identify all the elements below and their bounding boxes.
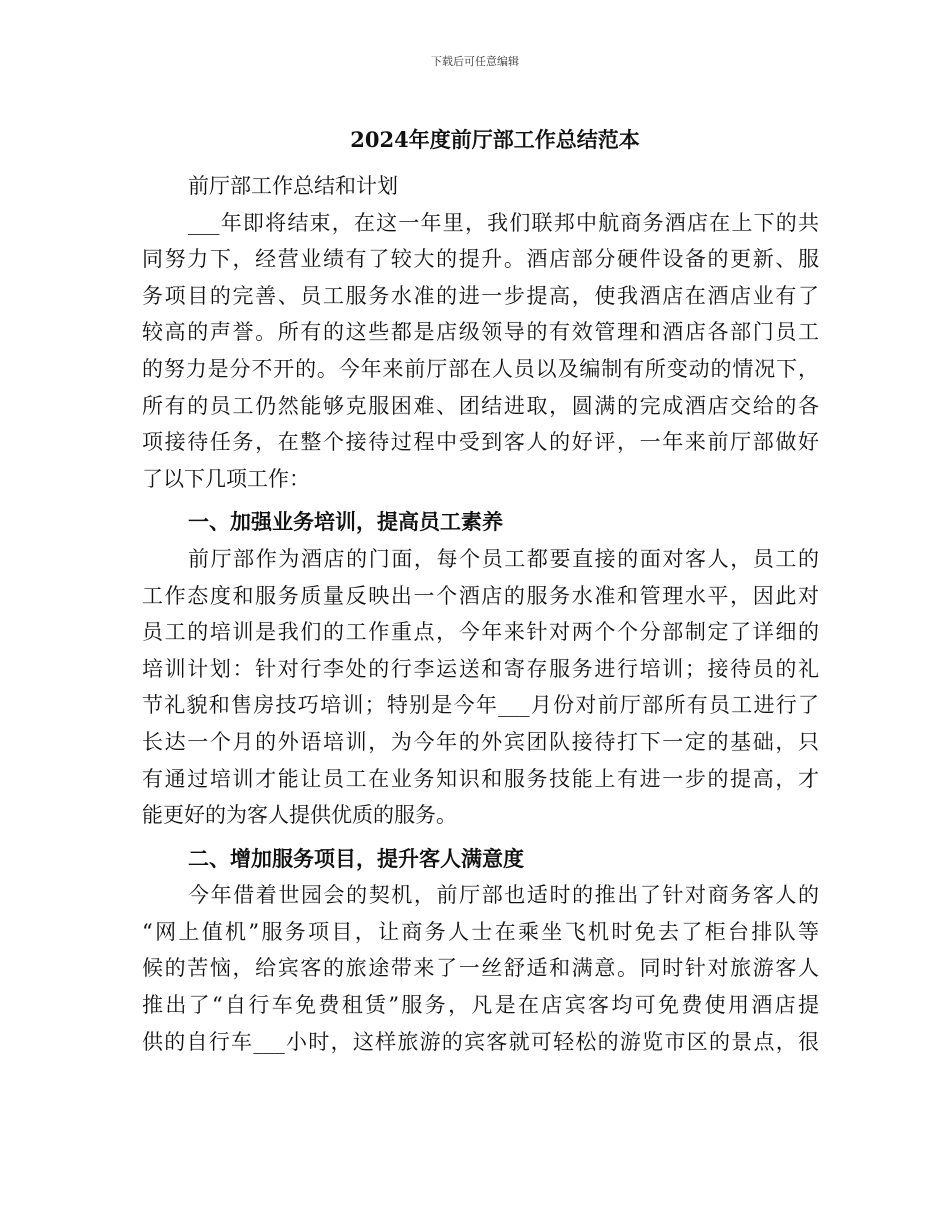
paragraph-line: 推出了“自行车免费租赁”服务，凡是在店宾客均可免费使用酒店提 <box>142 993 819 1018</box>
section-paragraph <box>142 541 819 834</box>
paragraph-line: 了以下几项工作： <box>142 466 310 491</box>
paragraph-line: 员工的培训是我们的工作重点，今年来针对两个个分部制定了详细的 <box>142 620 819 645</box>
paragraph-line: 所有的员工仍然能够克服困难、团结进取，圆满的完成酒店交给的各 <box>142 393 819 418</box>
paragraph-line: 务项目的完善、员工服务水准的进一步提高，使我酒店在酒店业有了 <box>142 283 819 308</box>
paragraph-line: 节礼貌和售房技巧培训；特别是今年___月份对前厅部所有员工进行了 <box>142 693 819 718</box>
intro-paragraph <box>142 205 819 498</box>
paragraph-line: 供的自行车___小时，这样旅游的宾客就可轻松的游览市区的景点，很 <box>142 1029 819 1054</box>
paragraph-line: ___年即将结束，在这一年里，我们联邦中航商务酒店在上下的共 <box>188 210 819 235</box>
paragraph-line: 候的苦恼，给宾客的旅途带来了一丝舒适和满意。同时针对旅游客人 <box>142 956 819 981</box>
paragraph-line: 工作态度和服务质量反映出一个酒店的服务水准和管理水平，因此对 <box>142 583 819 608</box>
subtitle: 前厅部工作总结和计划 <box>188 174 398 198</box>
paragraph-line: 较高的声誉。所有的这些都是店级领导的有效管理和酒店各部门员工 <box>142 320 819 345</box>
section-heading: 一、加强业务培训，提高员工素养 <box>188 509 503 535</box>
page-header: 下载后可任意编辑 <box>431 55 519 68</box>
paragraph-line: 前厅部作为酒店的门面，每个员工都要直接的面对客人，员工的 <box>188 546 819 571</box>
paragraph-line: 项接待任务，在整个接待过程中受到客人的好评，一年来前厅部做好 <box>142 430 819 455</box>
document-body <box>142 168 819 1060</box>
document-title: 2024年度前厅部工作总结范本 <box>350 127 640 152</box>
paragraph-line: 同努力下，经营业绩有了较大的提升。酒店部分硬件设备的更新、服 <box>142 247 819 272</box>
section-heading: 二、增加服务项目，提升客人满意度 <box>188 845 524 871</box>
section-paragraph <box>142 877 819 1060</box>
paragraph-line: 有通过培训才能让员工在业务知识和服务技能上有进一步的提高，才 <box>142 766 819 791</box>
paragraph-line: 的努力是分不开的。今年来前厅部在人员以及编制有所变动的情况下， <box>142 356 819 381</box>
paragraph-line: 长达一个月的外语培训，为今年的外宾团队接待打下一定的基础，只 <box>142 729 819 754</box>
paragraph-line: 能更好的为客人提供优质的服务。 <box>142 803 457 828</box>
paragraph-line: “网上值机”服务项目，让商务人士在乘坐飞机时免去了柜台排队等 <box>142 919 819 944</box>
paragraph-line: 培训计划：针对行李处的行李运送和寄存服务进行培训；接待员的礼 <box>142 656 819 681</box>
paragraph-line: 今年借着世园会的契机，前厅部也适时的推出了针对商务客人的 <box>188 883 819 908</box>
